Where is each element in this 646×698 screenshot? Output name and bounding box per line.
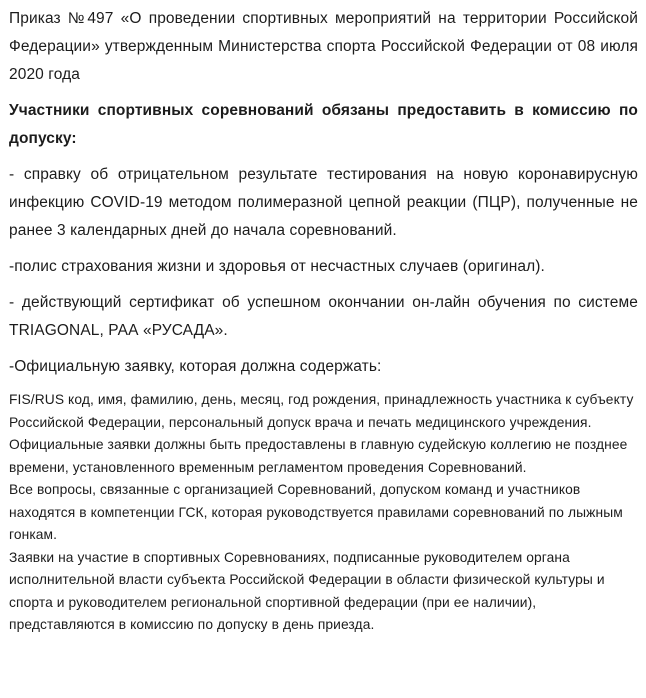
application-details-block	[9, 389, 638, 637]
paragraph-bullet-insurance: -полис страхования жизни и здоровья от несчастных случаев (оригинал).	[9, 258, 545, 275]
paragraph-bullet-pcr-test: - справку об отрицательном результате тестирования на новую коронавирусную инфекцию COVID-19 методом полимеразной цепной реакции (ПЦР), полученные не ранее 3 календарных дней до начала соревнований.	[9, 166, 638, 239]
paragraph-gsk-note: Все вопросы, связанные с организацией Соревнований, допуском команд и участников находятся в компетенции ГСК, которая руководствуется правилами соревнований по лыжным гонкам.	[9, 482, 623, 542]
paragraph-entry-note: Заявки на участие в спортивных Соревнованиях, подписанные руководителем органа исполнительной власти субъекта Российской Федерации в области физической культуры и спорта и руководителем региональной спортивной федерации (при ее наличии), представляются в комиссию по допуску в день приезда.	[9, 549, 605, 632]
paragraph-application-details: FIS/RUS код, имя, фамилию, день, месяц, год рождения, принадлежность участника к субъекту Российской Федерации, персональный допуск врача и печать медицинского учреждения.	[9, 392, 634, 430]
paragraph-application-heading: -Официальную заявку, которая должна содержать:	[9, 358, 382, 375]
paragraph-requirements-heading: Участники спортивных соревнований обязаны предоставить в комиссию по допуску:	[9, 102, 638, 147]
paragraph-order-intro: Приказ №497 «О проведении спортивных мероприятий на территории Российской Федерации» утвержденным Министерства спорта Российской Федерации от 08 июля 2020 года	[9, 10, 638, 83]
paragraph-bullet-antidoping-certificate: - действующий сертификат об успешном окончании он-лайн обучения по системе TRIAGONAL, РАА «РУСАДА».	[9, 294, 638, 339]
paragraph-deadline-note: Официальные заявки должны быть предоставлены в главную судейскую коллегию не позднее времени, установленного временным регламентом проведения Соревнований.	[9, 437, 628, 475]
